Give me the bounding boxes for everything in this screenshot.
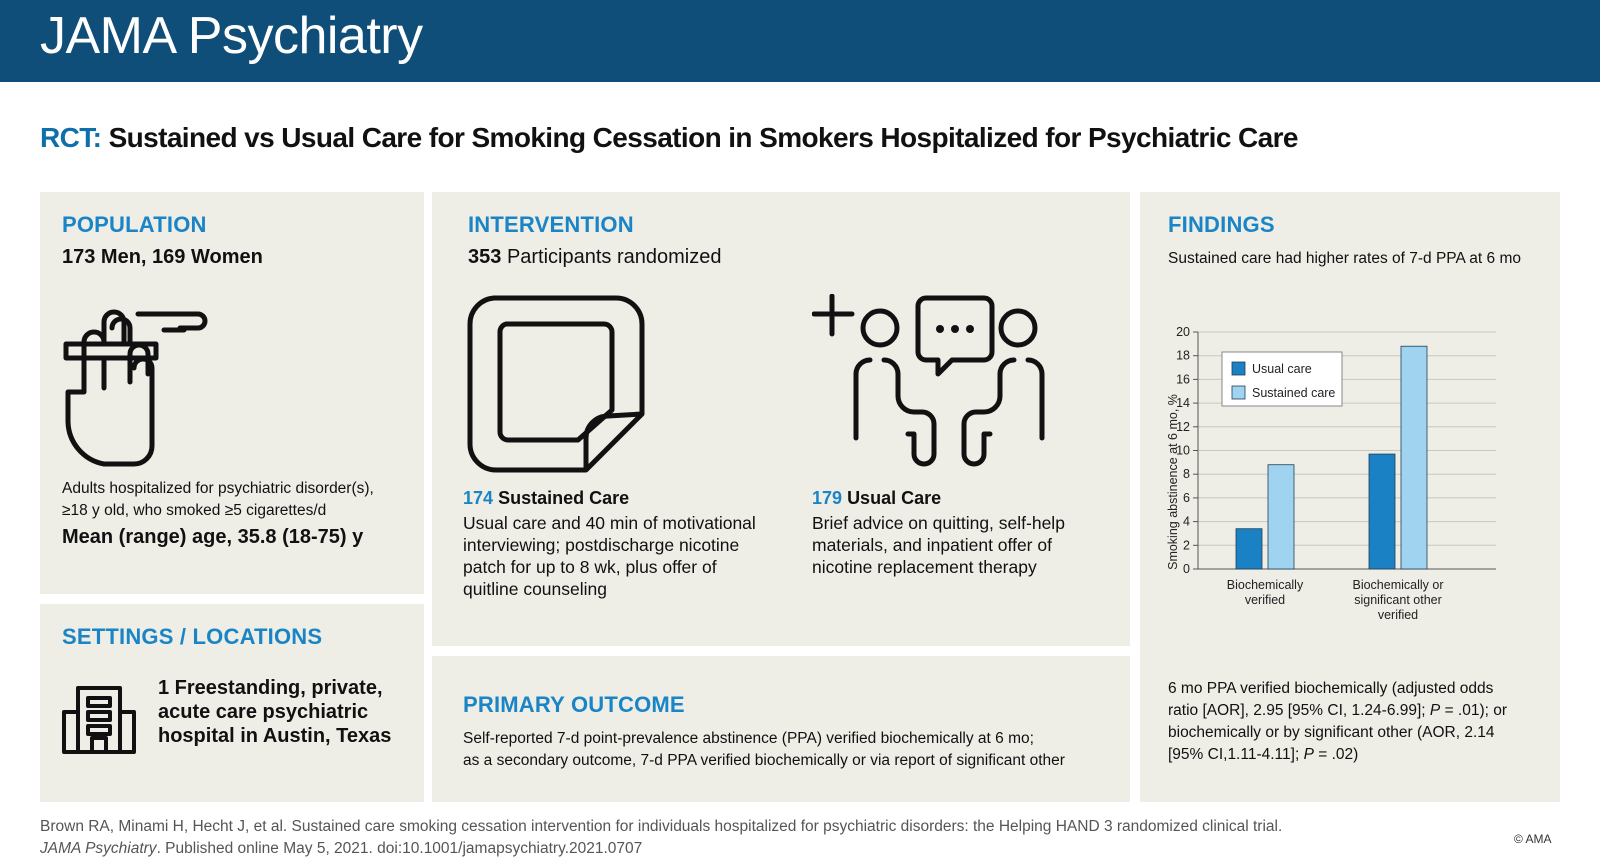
citation-details: . Published online May 5, 2021. doi:10.1001/jamapsychiatry.2021.0707 <box>156 840 643 857</box>
sustained-desc-2: interviewing; postdischarge nicotine <box>463 535 740 555</box>
findings-result-4a: [95% CI,1.11-4.11]; <box>1168 746 1304 763</box>
chart-y-tick-label: 14 <box>1176 396 1190 411</box>
page-title <box>40 122 1298 154</box>
chart-y-tick-label: 20 <box>1176 325 1190 339</box>
findings-result-3: biochemically or by significant other (AOR, 2.14 <box>1168 724 1495 741</box>
chart-y-tick-label: 10 <box>1176 443 1190 458</box>
chart-y-tick-label: 18 <box>1176 348 1190 363</box>
settings-panel <box>40 604 424 802</box>
primary-outcome-panel <box>432 656 1130 802</box>
sustained-heading <box>463 488 629 509</box>
chart-x-tick-label: Biochemically or <box>1352 578 1444 592</box>
copyright: © AMA <box>1514 832 1552 846</box>
citation-line-2 <box>40 838 1282 860</box>
chart-bar <box>1268 465 1294 569</box>
intervention-title: INTERVENTION <box>468 212 634 237</box>
population-age: Mean (range) age, 35.8 (18-75) y <box>62 526 364 548</box>
usual-heading <box>812 488 941 509</box>
chart-y-tick-label: 12 <box>1176 419 1190 434</box>
sustained-count: 174 <box>463 488 494 508</box>
settings-line-3: hospital in Austin, Texas <box>158 725 392 747</box>
chart-bar <box>1401 346 1427 569</box>
intervention-panel <box>432 192 1130 646</box>
settings-line-1: 1 Freestanding, private, <box>158 677 383 699</box>
citation <box>40 816 1282 860</box>
findings-result-4b: P <box>1303 746 1314 763</box>
sustained-label: Sustained Care <box>498 488 630 508</box>
population-counts: 173 Men, 169 Women <box>62 246 263 268</box>
usual-desc-3: nicotine replacement therapy <box>812 557 1037 577</box>
findings-panel <box>1140 192 1560 802</box>
abstinence-bar-chart <box>1140 320 1560 640</box>
population-description-2: ≥18 y old, who smoked ≥5 cigarettes/d <box>62 502 327 519</box>
findings-result-2 <box>1168 700 1507 722</box>
chart-legend-label: Usual care <box>1252 362 1312 376</box>
citation-journal: JAMA Psychiatry <box>40 840 157 857</box>
usual-desc-2: materials, and inpatient offer of <box>812 535 1052 555</box>
chart-x-tick-label: verified <box>1377 608 1419 622</box>
population-description-1: Adults hospitalized for psychiatric disorder(s), <box>62 480 374 497</box>
population-panel <box>40 192 424 594</box>
chart-y-tick-label: 0 <box>1183 562 1190 576</box>
population-title: POPULATION <box>62 212 207 237</box>
findings-summary: Sustained care had higher rates of 7-d PPA at 6 mo <box>1168 250 1521 267</box>
chart-legend-swatch <box>1232 362 1245 375</box>
randomized-line <box>468 246 722 269</box>
findings-result-2a: ratio [AOR], 2.95 [95% CI, 1.24-6.99]; <box>1168 702 1430 719</box>
primary-outcome-title: PRIMARY OUTCOME <box>463 692 685 717</box>
chart-y-tick-label: 6 <box>1183 490 1190 505</box>
chart-y-tick-label: 16 <box>1176 372 1190 387</box>
chart-x-tick-label: significant other <box>1354 593 1442 607</box>
chart-x-tick-label: verified <box>1244 593 1286 607</box>
findings-result-2c: = .01); or <box>1440 702 1508 719</box>
randomized-label: Participants randomized <box>506 246 722 268</box>
findings-result-4 <box>1168 744 1358 766</box>
chart-legend-swatch <box>1232 386 1245 399</box>
sustained-desc-4: quitline counseling <box>463 579 607 599</box>
usual-count: 179 <box>812 488 843 508</box>
journal-title: JAMA Psychiatry <box>40 7 423 65</box>
chart-y-tick-label: 4 <box>1183 514 1190 529</box>
chart-bar <box>1236 529 1262 569</box>
headline-text: Sustained vs Usual Care for Smoking Cessation in Smokers Hospitalized for Psychiatric Care <box>108 122 1298 153</box>
citation-line-1: Brown RA, Minami H, Hecht J, et al. Sustained care smoking cessation intervention for individuals hospitalized for psychiatric disorders: the Helping HAND 3 randomized clinical trial. <box>40 818 1283 835</box>
findings-result-1: 6 mo PPA verified biochemically (adjusted odds <box>1168 680 1494 697</box>
findings-title: FINDINGS <box>1168 212 1275 237</box>
hand-cigarette-icon <box>60 292 210 472</box>
chart-y-tick-label: 2 <box>1183 538 1190 553</box>
chart-x-tick-label: Biochemically <box>1226 578 1304 592</box>
primary-outcome-line-1: Self-reported 7-d point-prevalence abstinence (PPA) verified biochemically at 6 mo; <box>463 730 1034 747</box>
sustained-desc-3: patch for up to 8 wk, plus offer of <box>463 557 717 577</box>
headline-prefix: RCT: <box>40 122 102 153</box>
nicotine-patch-icon <box>466 294 648 474</box>
chart-y-tick-label: 8 <box>1183 467 1190 482</box>
sustained-desc-1: Usual care and 40 min of motivational <box>463 513 756 533</box>
settings-title: SETTINGS / LOCATIONS <box>62 624 323 649</box>
counseling-conversation-icon <box>812 294 1072 474</box>
hospital-building-icon <box>62 684 136 754</box>
findings-result-2b: P <box>1429 702 1441 719</box>
findings-result-4c: = .02) <box>1313 746 1359 763</box>
chart-y-axis-label: Smoking abstinence at 6 mo, % <box>1166 394 1180 570</box>
randomized-count: 353 <box>468 246 502 268</box>
chart-legend-label: Sustained care <box>1252 386 1336 400</box>
usual-desc-1: Brief advice on quitting, self-help <box>812 513 1065 533</box>
settings-line-2: acute care psychiatric <box>158 701 369 723</box>
chart-bar <box>1369 454 1395 569</box>
primary-outcome-line-2: as a secondary outcome, 7-d PPA verified biochemically or via report of significant other <box>463 752 1065 769</box>
usual-label: Usual Care <box>847 488 942 508</box>
